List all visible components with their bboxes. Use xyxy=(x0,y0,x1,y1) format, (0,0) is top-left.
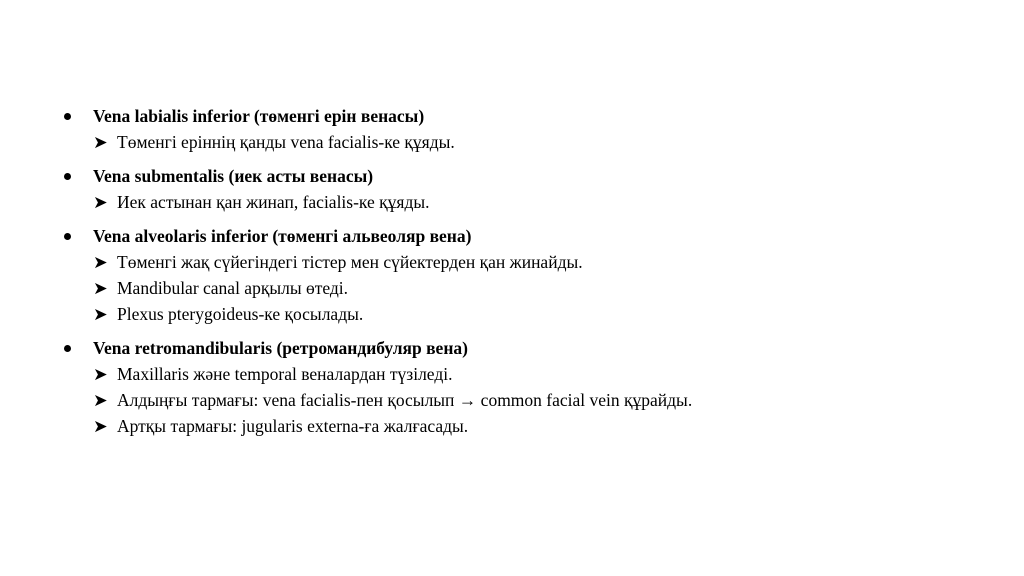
list-item-vena-alveolaris-inferior xyxy=(62,224,962,327)
item-line xyxy=(93,249,962,275)
arrow-icon: ➤ xyxy=(93,278,108,298)
item-line xyxy=(93,129,962,155)
bullet-dot-icon xyxy=(64,173,71,180)
item-line-text: Төменгі жақ сүйегіндегі тістер мен сүйектерден қан жинайды. xyxy=(117,252,583,272)
item-line xyxy=(93,413,962,439)
item-line-text: Mandibular canal арқылы өтеді. xyxy=(117,278,349,298)
list-item-vena-submentalis xyxy=(62,164,962,215)
item-line xyxy=(93,361,962,387)
arrow-icon: ➤ xyxy=(93,252,108,272)
item-title: Vena submentalis (иек асты венасы) xyxy=(93,166,374,186)
item-title: Vena alveolaris inferior (төменгі альвеоляр вена) xyxy=(93,226,472,246)
arrow-icon: ➤ xyxy=(93,364,108,384)
item-line xyxy=(93,275,962,301)
item-line-text: Артқы тармағы: jugularis externa-ға жалғасады. xyxy=(117,416,469,436)
item-title: Vena retromandibularis (ретромандибуляр вена) xyxy=(93,338,468,358)
bullet-list xyxy=(62,104,962,448)
item-line-text: Алдыңғы тармағы: vena facialis-пен қосылып → common facial vein құрайды. xyxy=(117,390,693,410)
list-item-vena-labialis-inferior xyxy=(62,104,962,155)
bullet-dot-icon xyxy=(64,113,71,120)
arrow-icon: ➤ xyxy=(93,416,108,436)
arrow-icon: ➤ xyxy=(93,192,108,212)
item-title: Vena labialis inferior (төменгі ерін венасы) xyxy=(93,106,425,126)
item-line xyxy=(93,387,962,413)
arrow-icon: ➤ xyxy=(93,390,108,410)
item-line-text: Төменгі еріннің қанды vena facialis-ке құяды. xyxy=(117,132,455,152)
item-line-text: Plexus pterygoideus-ке қосылады. xyxy=(117,304,364,324)
item-line-text: Maxillaris және temporal веналардан түзіледі. xyxy=(117,364,453,384)
arrow-icon: ➤ xyxy=(93,304,108,324)
item-line xyxy=(93,301,962,327)
bullet-dot-icon xyxy=(64,345,71,352)
item-line-text: Иек астынан қан жинап, facialis-ке құяды. xyxy=(117,192,430,212)
bullet-dot-icon xyxy=(64,233,71,240)
arrow-icon: ➤ xyxy=(93,132,108,152)
list-item-vena-retromandibularis xyxy=(62,336,962,439)
item-line xyxy=(93,189,962,215)
